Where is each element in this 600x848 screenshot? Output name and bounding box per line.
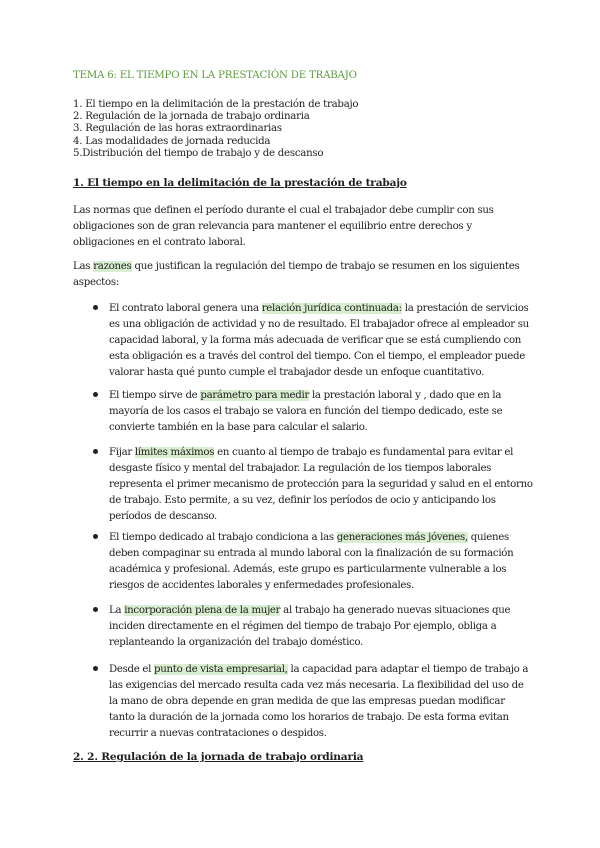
toc-item: 5.Distribución del tiempo de trabajo y de descanso [73, 147, 324, 159]
toc-item: 1. El tiempo en la delimitación de la prestación de trabajo [73, 99, 359, 110]
bullet-text-before: Fijar [109, 447, 135, 458]
bullet-item [93, 530, 533, 594]
bullet-item [93, 603, 533, 651]
bullet-text-before: El tiempo sirve de [109, 390, 201, 401]
reasons-highlight: razones [93, 261, 132, 272]
intro-paragraph: Las normas que definen el período durante el cual el trabajador debe cumplir con sus obligaciones son de gran relevancia para mantener el equilibrio entre derechos y obligaciones en el contrato laboral. [73, 205, 494, 248]
reasons-text-after: que justifican la regulación del tiempo de trabajo se resumen en los siguientes aspectos: [73, 261, 520, 288]
bullet-dot-icon [93, 305, 98, 310]
bullet-highlight: incorporación plena de la mujer [124, 605, 281, 616]
bullet-text-after: quienes deben compaginar su entrada al mundo laboral con la finalización de su formación académica y profesional. Además, este grupo es particularmente vulnerable a los riesgos de accidentes laborales y enfermedades profesionales. [109, 532, 514, 591]
bullet-item [93, 388, 533, 436]
bullet-text [109, 445, 533, 525]
bullet-item [93, 662, 533, 742]
bullet-dot-icon [93, 607, 98, 612]
bullet-text [109, 301, 533, 381]
table-of-contents [73, 99, 358, 160]
bullet-text-before: El tiempo dedicado al trabajo condiciona a las [109, 532, 337, 543]
bullet-text [109, 603, 533, 651]
bullet-highlight: generaciones más jóvenes, [336, 532, 468, 543]
bullet-highlight: parámetro para medir [200, 390, 310, 401]
bullet-dot-icon [93, 392, 98, 397]
bullet-text [109, 388, 533, 436]
toc-item: 4. Las modalidades de jornada reducida [73, 135, 271, 147]
bullet-highlight: punto de vista empresarial, [154, 664, 288, 675]
bullet-item [93, 301, 533, 381]
bullet-text [109, 662, 533, 742]
bullet-dot-icon [93, 449, 98, 454]
reasons-text-before: Las [73, 261, 94, 272]
bullet-text-before: La [109, 605, 125, 616]
section-2-heading: 2. 2. Regulación de la jornada de trabajo ordinaria [73, 751, 364, 763]
bullet-text-before: Desde el [109, 664, 155, 675]
bullet-text-after: la prestación laboral y , dado que en la mayoría de los casos el trabajo se valora en función del tiempo dedicado, este se convierte también en la base para calcular el salario. [109, 390, 503, 433]
bullet-highlight: relación jurídica continuada: [261, 303, 402, 314]
bullet-text-after: en cuanto al tiempo de trabajo es fundamental para evitar el desgaste físico y mental del trabajador. La regulación de los tiempos laborales representa el primer mecanismo de protección para la seguridad y salud en el entorno de trabajo. Esto permite, a su vez, definir los períodos de ocio y anticipando los períodos de descanso. [109, 447, 533, 522]
bullet-item [93, 445, 533, 525]
bullet-dot-icon [93, 666, 98, 671]
bullet-text-after: al trabajo ha generado nuevas situaciones que inciden directamente en el régimen del tiempo de trabajo Por ejemplo, obliga a replanteando la organización del trabajo doméstico. [109, 605, 511, 648]
section-1-heading: 1. El tiempo en la delimitación de la prestación de trabajo [73, 177, 407, 189]
bullet-text-after: la capacidad para adaptar el tiempo de trabajo a las exigencias del mercado resulta cada vez más necesaria. La flexibilidad del uso de la mano de obra depende en gran medida de que las empresas puedan modificar tanto la duración de la jornada como los horarios de trabajo. De esta forma evitan recurrir a nuevas contrataciones o despidos. [109, 664, 529, 739]
reasons-paragraph [73, 259, 533, 291]
bullet-highlight: límites máximos [134, 447, 215, 458]
document-title: TEMA 6: EL TIEMPO EN LA PRESTACIÓN DE TRABAJO [73, 70, 357, 81]
toc-item: 2. Regulación de la jornada de trabajo ordinaria [73, 111, 310, 123]
bullet-text-before: El contrato laboral genera una [109, 303, 262, 314]
bullet-dot-icon [93, 534, 98, 539]
bullet-text-after: la prestación de servicios es una obligación de actividad y no de resultado. El trabajador ofrece al empleador su capacidad laboral, y la forma más adecuada de verificar que se está cumpliendo con esta obligación es a través del control del tiempo. Con el tiempo, el empleador puede valorar hasta qué punto cumple el trabajador desde un enfoque cuantitativo. [109, 303, 529, 378]
bullet-text [109, 530, 533, 594]
toc-item: 3. Regulación de las horas extraordinarias [73, 123, 282, 135]
